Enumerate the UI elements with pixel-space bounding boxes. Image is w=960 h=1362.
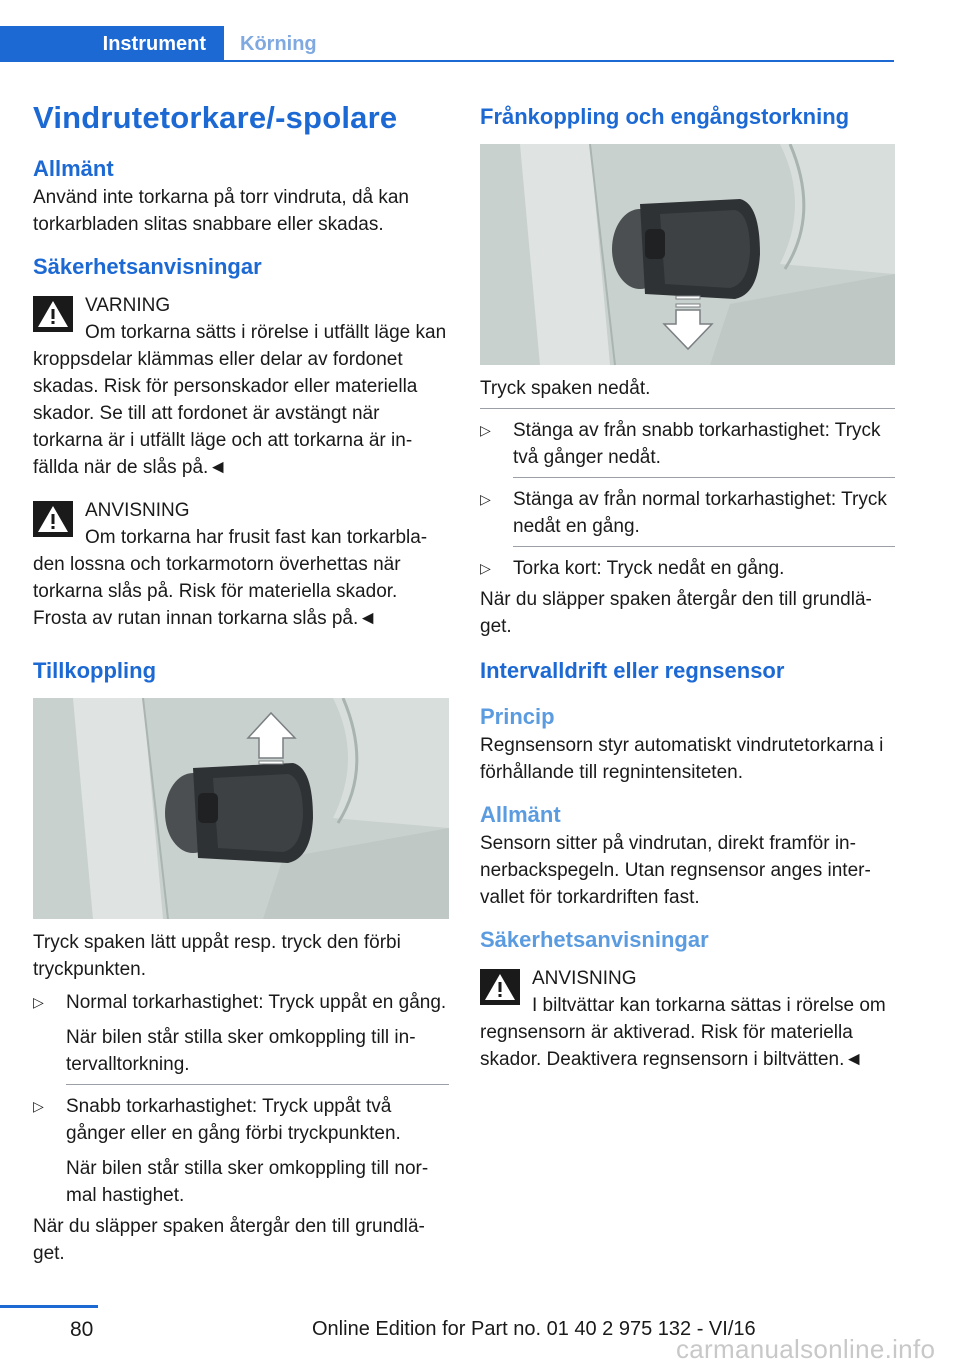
warning-block-3 (480, 965, 895, 1073)
triangle-right-icon: ▷ (33, 1098, 44, 1114)
warning-triangle-icon (480, 969, 520, 1005)
divider (66, 1084, 449, 1085)
list-item-subtext: När bilen står stilla sker omkoppling till intervalltorkning. (66, 1027, 416, 1075)
divider (480, 408, 895, 409)
warning-text: Om torkarna sätts i rörelse i utfällt läge kan kroppsdelar klämmas eller delar av fordonet skadas. Risk för personskador eller materiella skador. Se till att fordonet är avstängt när torkarna är i utfällt läge och att torkarna är infällda när de slås på.◄ (33, 322, 447, 478)
wiper-lever-up-illustration (33, 698, 449, 919)
edition-text: Online Edition for Part no. 01 40 2 975 132 - VI/16 (312, 1318, 756, 1340)
list-item (33, 1093, 449, 1209)
tillkoppling-list (33, 989, 449, 1209)
list-item (33, 989, 449, 1085)
tillkoppling-heading: Tillkoppling (33, 658, 157, 683)
list-item (480, 417, 895, 478)
release-text: När du släpper spaken återgår den till grundläget. (480, 589, 872, 637)
safety-heading: Säkerhetsanvisningar (480, 927, 709, 952)
list-item-text: Torka kort: Tryck nedåt en gång. (513, 558, 785, 579)
triangle-right-icon: ▷ (480, 422, 491, 438)
warning-label: ANVISNING (532, 968, 637, 989)
warning-triangle-icon (33, 296, 73, 332)
allmant-text: Sensorn sitter på vindrutan, direkt framför innerbackspegeln. Utan regnsensor anges intervallet för torkardriften fast. (480, 833, 871, 908)
wiper-lever-down-illustration (480, 144, 895, 365)
triangle-right-icon: ▷ (480, 491, 491, 507)
allmant-heading: Allmänt (33, 156, 114, 181)
safety-heading: Säkerhetsanvisningar (33, 254, 262, 279)
warning-text: Om torkarna har frusit fast kan torkarbladen lossna och torkarmotorn överhettas när torkarna slås på. Risk för materiella skador. Frosta av rutan innan torkarna slås på.◄ (33, 527, 428, 629)
princip-text: Regnsensorn styr automatiskt vindrutetorkarna i förhållande till regnintensiteten. (480, 735, 884, 783)
frankoppling-heading: Frånkoppling och engångstorkning (480, 104, 850, 129)
page-number: 80 (70, 1318, 94, 1341)
list-item (480, 555, 895, 582)
divider (513, 477, 895, 478)
allmant-text: Använd inte torkarna på torr vindruta, då kan torkarbladen slitas snabbare eller skadas. (33, 187, 410, 235)
list-item-text: Stänga av från normal torkarhastighet: Tryck nedåt en gång. (513, 489, 887, 537)
warning-block-2 (33, 497, 449, 632)
press-down-text: Tryck spaken nedåt. (480, 378, 651, 399)
interval-heading: Intervalldrift eller regnsensor (480, 658, 785, 683)
right-column (480, 96, 895, 1073)
list-item-text: Snabb torkarhastighet: Tryck uppåt två gånger eller en gång förbi tryckpunkten. (66, 1096, 401, 1144)
list-item-subtext: När bilen står stilla sker omkoppling till normal hastighet. (66, 1158, 429, 1206)
princip-heading: Princip (480, 704, 555, 729)
warning-label: VARNING (85, 295, 171, 316)
release-text: När du släpper spaken återgår den till grundläget. (33, 1216, 425, 1264)
list-item (480, 486, 895, 547)
list-item-text: Normal torkarhastighet: Tryck uppåt en gång. (66, 992, 447, 1013)
tab-instrument[interactable]: Instrument (0, 26, 224, 62)
page-title: Vindrutetorkare/-spolare (33, 100, 398, 135)
header-tabs (0, 26, 894, 62)
triangle-right-icon: ▷ (480, 560, 491, 576)
footer-accent-line (0, 1305, 98, 1308)
frankoppling-list (480, 417, 895, 582)
list-item-text: Stänga av från snabb torkarhastighet: Tryck två gånger nedåt. (513, 420, 881, 468)
lever-up-photo (33, 698, 449, 919)
warning-block-1 (33, 292, 449, 481)
left-column (33, 96, 449, 1267)
allmant-heading: Allmänt (480, 802, 561, 827)
lever-down-photo (480, 144, 895, 365)
warning-text: I biltvättar kan torkarna sättas i rörelse om regnsensorn är aktiverad. Risk för materiella skador. Deaktivera regnsensorn i biltvätten.◄ (480, 995, 886, 1070)
tillkoppling-intro: Tryck spaken lätt uppåt resp. tryck den förbi tryckpunkten. (33, 932, 401, 980)
warning-label: ANVISNING (85, 500, 190, 521)
watermark: carmanualsonline.info (676, 1334, 936, 1362)
tab-korning[interactable]: Körning (240, 32, 317, 55)
divider (513, 546, 895, 547)
warning-triangle-icon (33, 501, 73, 537)
triangle-right-icon: ▷ (33, 994, 44, 1010)
